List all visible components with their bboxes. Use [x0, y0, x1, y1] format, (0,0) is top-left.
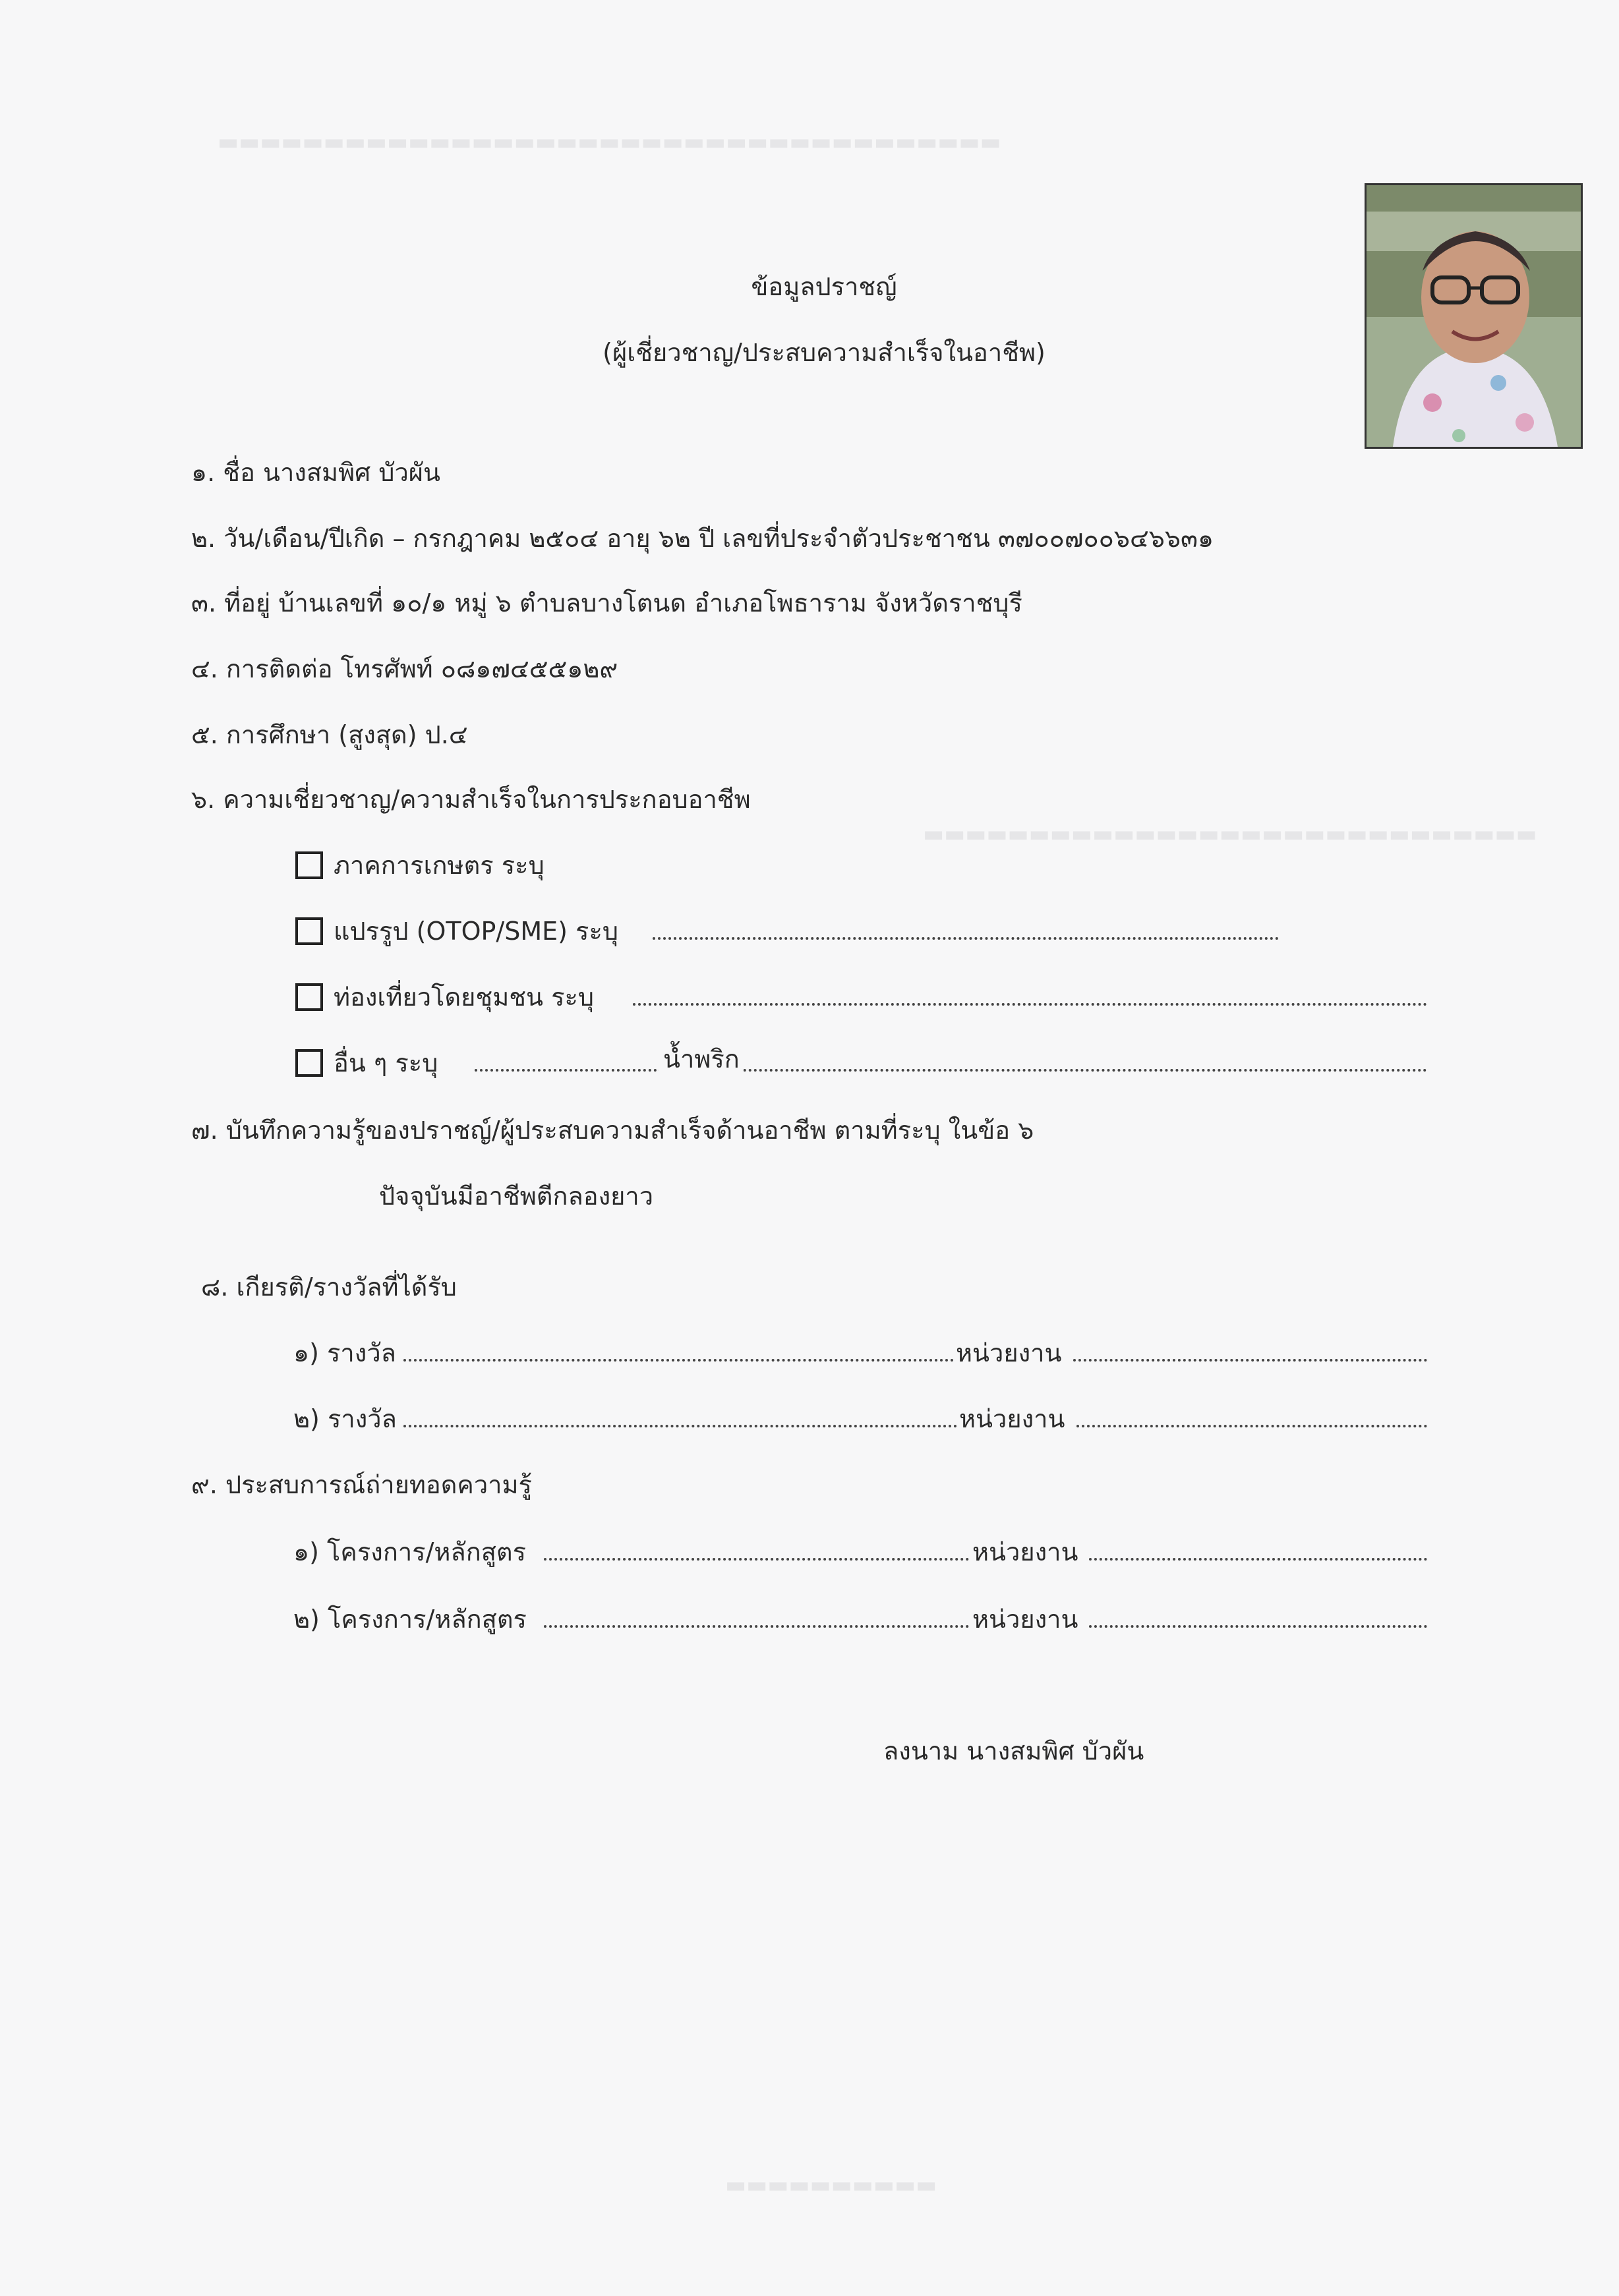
fill-line: [544, 1558, 969, 1561]
portrait-photo: [1365, 183, 1583, 449]
portrait-icon: [1367, 185, 1581, 447]
checkbox-tourism[interactable]: [295, 983, 323, 1011]
bleed-through-artifact: ▬▬▬▬▬▬▬▬▬▬▬▬▬▬▬▬▬▬▬▬▬▬▬▬▬▬▬▬▬: [923, 824, 1537, 850]
checkbox-row-agriculture[interactable]: [295, 849, 545, 882]
bleed-through-artifact: ▬▬▬▬▬▬▬▬▬▬▬▬▬▬▬▬▬▬▬▬▬▬▬▬▬▬▬▬▬▬▬▬▬▬▬▬▬: [218, 132, 1001, 158]
award-row-1-label: ๑) รางวัล: [293, 1338, 396, 1367]
fill-line: [1089, 1625, 1427, 1628]
experience-row-1-agency: หน่วยงาน: [972, 1537, 1078, 1566]
knowledge-heading: ๗. บันทึกความรู้ของปราชญ์/ผู้ประสบความสำเร็จด้านอาชีพ ตามที่ระบุ ในข้อ ๖: [191, 1116, 1034, 1145]
document-title: ข้อมูลปราชญ์: [751, 272, 897, 301]
fill-line: [544, 1625, 969, 1628]
checkbox-label: ท่องเที่ยวโดยชุมชน ระบุ: [334, 983, 595, 1012]
fill-line: [1076, 1425, 1427, 1427]
experience-heading: ๙. ประสบการณ์ถ่ายทอดความรู้: [191, 1470, 532, 1499]
experience-row-2-agency: หน่วยงาน: [972, 1605, 1078, 1634]
checkbox-other-value: น้ำพริก: [659, 1043, 744, 1076]
checkbox-row-tourism[interactable]: [295, 981, 594, 1014]
checkbox-label: อื่น ๆ ระบุ: [334, 1048, 438, 1077]
signature-line: ลงนาม นางสมพิศ บัวผัน: [883, 1736, 1144, 1765]
checkbox-other[interactable]: [295, 1049, 323, 1077]
fill-line: [633, 1003, 1427, 1006]
checkbox-agriculture[interactable]: [295, 851, 323, 879]
checkbox-row-processing[interactable]: [295, 915, 618, 948]
bleed-through-artifact: ▬▬▬▬▬▬▬▬▬▬: [725, 2175, 937, 2201]
checkbox-label: แปรรูป (OTOP/SME) ระบุ: [334, 917, 618, 946]
fill-line: [403, 1425, 957, 1427]
fill-line: [403, 1359, 954, 1362]
item-address: ๓. ที่อยู่ บ้านเลขที่ ๑๐/๑ หมู่ ๖ ตำบลบางโตนด อำเภอโพธาราม จังหวัดราชบุรี: [191, 588, 1022, 617]
item-expertise-heading: ๖. ความเชี่ยวชาญ/ความสำเร็จในการประกอบอาชีพ: [191, 785, 751, 814]
document-subtitle: (ผู้เชี่ยวชาญ/ประสบความสำเร็จในอาชีพ): [603, 338, 1045, 367]
knowledge-text: ปัจจุบันมีอาชีพตีกลองยาว: [379, 1182, 654, 1211]
award-row-1-agency: หน่วยงาน: [956, 1338, 1062, 1367]
fill-line: [653, 937, 1279, 940]
fill-line: [475, 1069, 1427, 1072]
checkbox-label: ภาคการเกษตร ระบุ: [334, 851, 545, 880]
experience-row-1-label: ๑) โครงการ/หลักสูตร: [293, 1537, 527, 1566]
checkbox-row-other[interactable]: [295, 1047, 438, 1079]
award-row-2-agency: หน่วยงาน: [959, 1404, 1065, 1433]
checkbox-processing[interactable]: [295, 917, 323, 945]
experience-row-2-label: ๒) โครงการ/หลักสูตร: [293, 1605, 527, 1634]
item-birth: ๒. วัน/เดือน/ปีเกิด – กรกฎาคม ๒๕๐๔ อายุ ๖๒ ปี เลขที่ประจำตัวประชาชน ๓๗๐๐๗๐๐๖๔๖๖๓๑: [191, 524, 1214, 553]
item-name: ๑. ชื่อ นางสมพิศ บัวผัน: [191, 458, 441, 487]
item-education: ๕. การศึกษา (สูงสุด) ป.๔: [191, 720, 468, 749]
item-contact: ๔. การติดต่อ โทรศัพท์ ๐๘๑๗๔๕๕๑๒๙: [191, 654, 618, 683]
awards-heading: ๘. เกียรติ/รางวัลที่ได้รับ: [201, 1273, 457, 1302]
award-row-2-label: ๒) รางวัล: [293, 1404, 397, 1433]
fill-line: [1073, 1359, 1427, 1362]
fill-line: [1089, 1558, 1427, 1561]
